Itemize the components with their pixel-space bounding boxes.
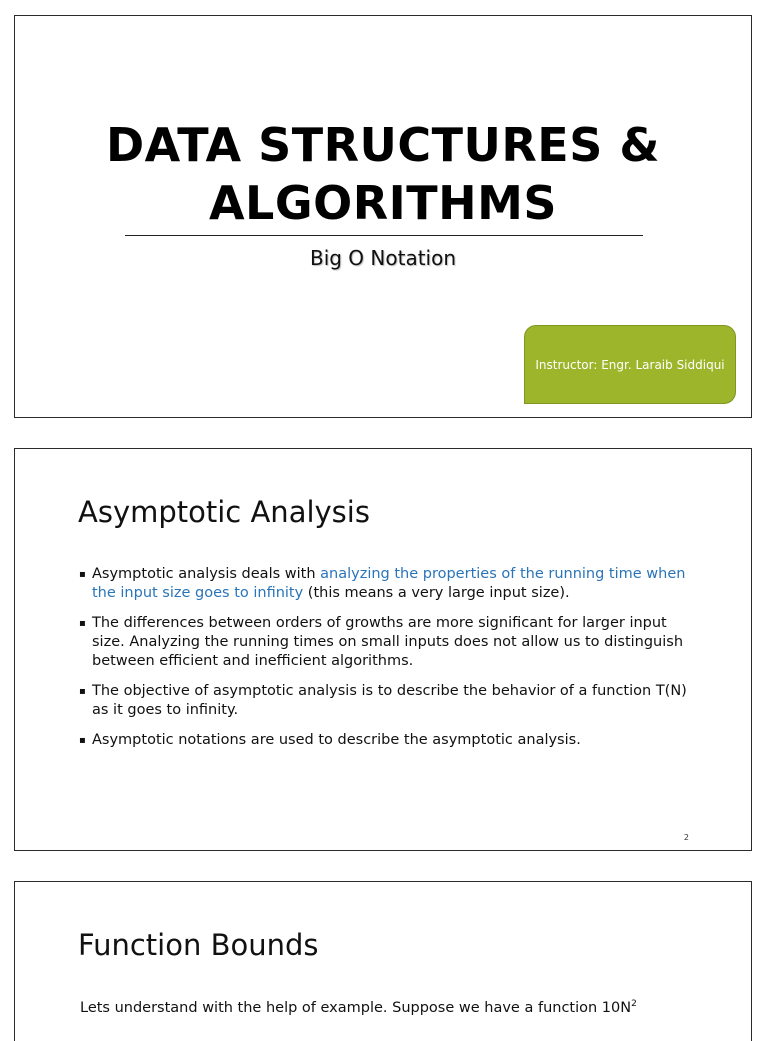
slide-heading: Asymptotic Analysis bbox=[78, 495, 370, 529]
page-number: 2 bbox=[683, 833, 689, 842]
slide-heading: Function Bounds bbox=[78, 928, 319, 962]
bullet-item: ▪ Asymptotic notations are used to describe the asymptotic analysis. bbox=[79, 732, 581, 748]
slide-title: DATA STRUCTURES & ALGORITHMS bbox=[105, 118, 660, 230]
asymptotic-analysis-slide bbox=[14, 448, 752, 851]
exponent: 2 bbox=[631, 999, 637, 1009]
bullet-item: ▪ The differences between orders of growths are more significant for larger input size. Analyzing the running times on small inputs does not allow us to distinguish between efficient and inefficient algorithms. bbox=[79, 615, 684, 669]
instructor-label: Instructor: Engr. Laraib Siddiqui bbox=[535, 357, 725, 372]
function-bounds-slide bbox=[14, 881, 752, 1041]
bullet-icon: ▪ bbox=[79, 569, 86, 580]
bullet-icon: ▪ bbox=[79, 735, 86, 746]
example-text: Lets understand with the help of example. Suppose we have a function $10N^2$ bbox=[80, 999, 637, 1016]
highlighted-text: analyzing the properties of the running time when the input size goes to infinity bbox=[92, 566, 686, 601]
bullet-icon: ▪ bbox=[79, 686, 86, 697]
title-divider bbox=[125, 235, 643, 236]
slide-subtitle: Big O Notation bbox=[309, 246, 457, 270]
bullet-item: ▪ The objective of asymptotic analysis is to describe the behavior of a function T(N) as it goes to infinity. bbox=[79, 683, 687, 718]
bullet-item: ▪ Asymptotic analysis deals with analyzing the properties of the running time when the input size goes to infinity (this means a very large input size). bbox=[79, 566, 686, 601]
bullet-list bbox=[79, 565, 699, 761]
bullet-icon: ▪ bbox=[79, 618, 86, 629]
instructor-box bbox=[524, 325, 736, 404]
title-slide bbox=[14, 15, 752, 418]
